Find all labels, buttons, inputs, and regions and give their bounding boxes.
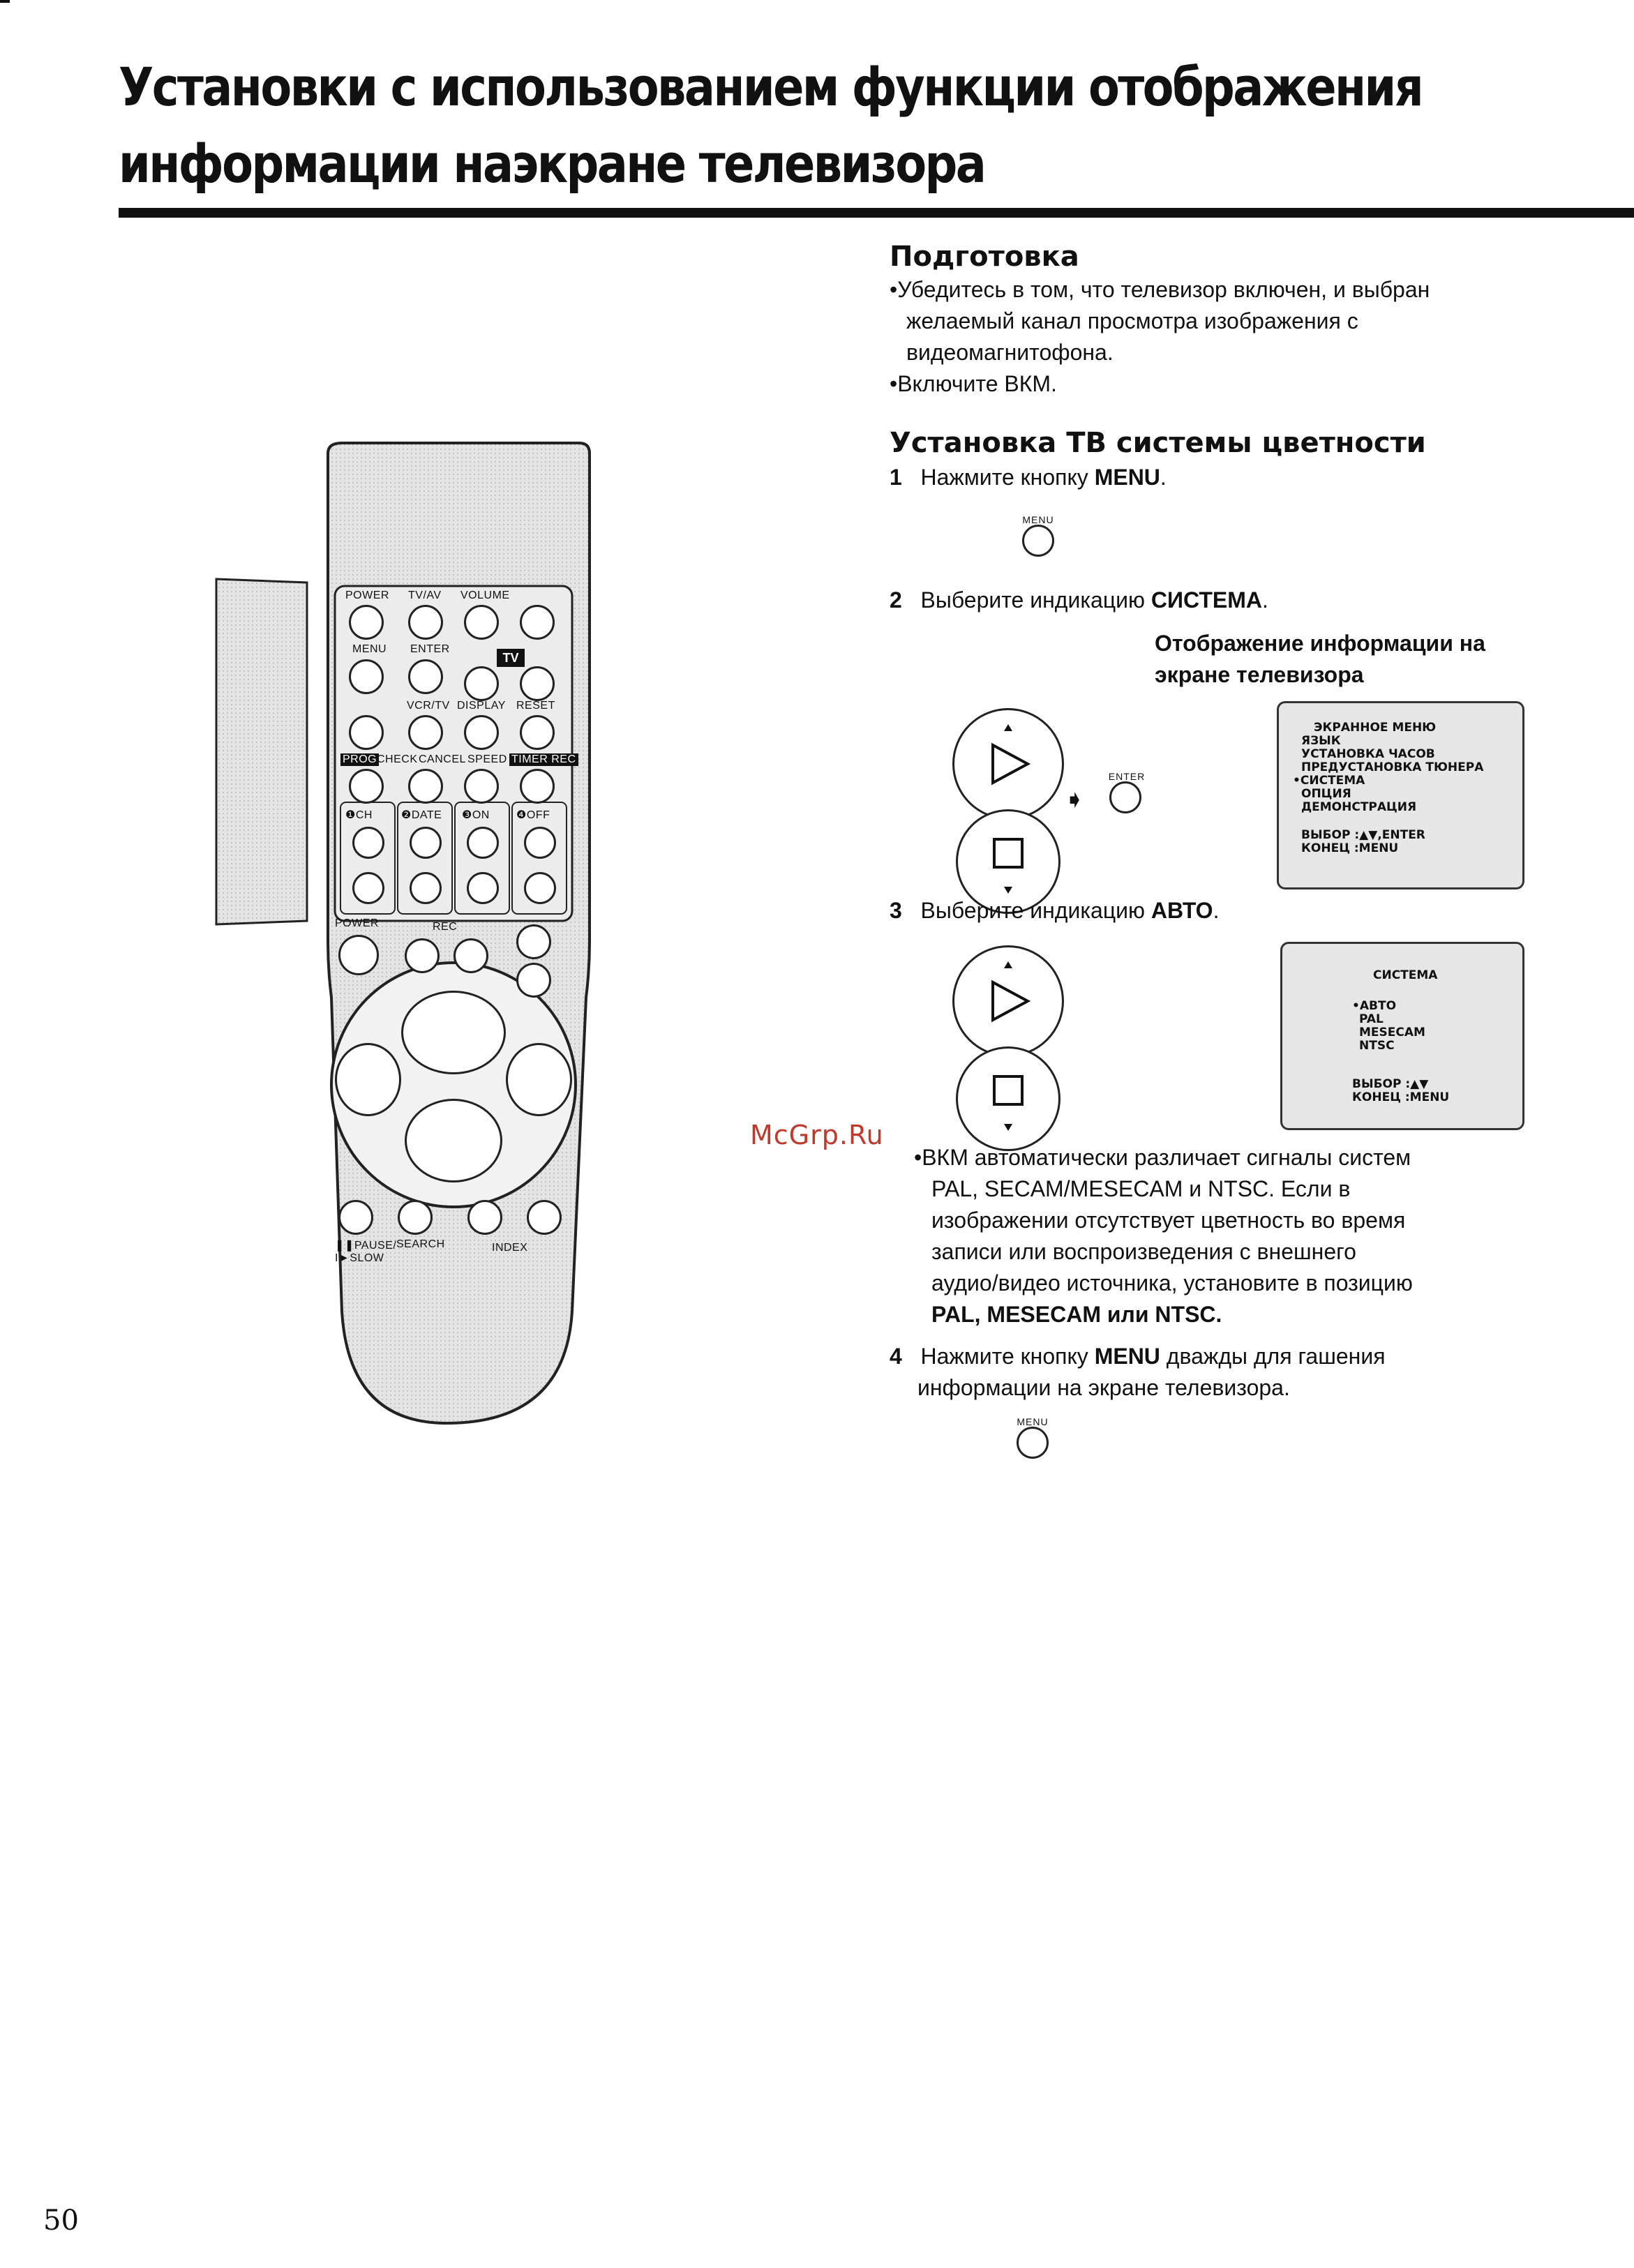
- remote-tvav-label: TV/AV: [408, 589, 442, 601]
- osd2-exit: КОНЕЦ :MENU: [1352, 1090, 1450, 1104]
- remote-off-down-button[interactable]: [524, 872, 556, 904]
- remote-power-label: POWER: [345, 589, 389, 601]
- osd2-line-2: MESECAM: [1359, 1026, 1425, 1039]
- osd-caption-line-1: Отображение информации на: [1155, 631, 1485, 656]
- osd-screen-main-menu: [1277, 701, 1524, 889]
- step-3-end: .: [1213, 898, 1220, 923]
- osd2-select: ВЫБОР :▲▼: [1352, 1077, 1429, 1091]
- remote-ch-up-button[interactable]: [352, 827, 384, 859]
- remote-tv-ch-down-button[interactable]: [520, 666, 555, 701]
- menu-button-caption: MENU: [1022, 514, 1054, 525]
- remote-tvav-button[interactable]: [408, 605, 443, 640]
- remote-index-label: INDEX: [492, 1242, 528, 1254]
- remote-timer-rec-button[interactable]: [520, 769, 555, 804]
- remote-speed-label: SPEED: [467, 753, 507, 765]
- remote-menu-button[interactable]: [349, 659, 384, 694]
- remote-search-button[interactable]: [398, 1200, 433, 1235]
- remote-slow-label: I►SLOW: [335, 1252, 384, 1264]
- remote-volume-label: VOLUME: [460, 589, 510, 601]
- remote-vcrtv-button[interactable]: [408, 715, 443, 750]
- remote-reset-button[interactable]: [520, 715, 555, 750]
- note-line-1: •ВКМ автоматически различает сигналы систем: [914, 1145, 1411, 1170]
- remote-display-button[interactable]: [464, 715, 499, 750]
- osd1-line-1: ЯЗЫК: [1301, 734, 1341, 748]
- step-4-rest: дважды для гашения: [1160, 1344, 1386, 1369]
- step-3-text: Выберите индикацию: [920, 898, 1151, 923]
- step-1-end: .: [1160, 465, 1167, 490]
- remote-rec-button[interactable]: [405, 938, 440, 973]
- enter-button-caption: ENTER: [1108, 771, 1146, 782]
- step-4-number: 4: [890, 1344, 902, 1369]
- step-2: [890, 585, 1268, 616]
- remote-power-button[interactable]: [338, 935, 379, 975]
- remote-speed-button[interactable]: [464, 769, 499, 804]
- remote-stop-button[interactable]: [405, 1099, 502, 1182]
- remote-ffwd-button[interactable]: [506, 1043, 572, 1116]
- remote-cancel-label: CANCEL: [419, 753, 466, 765]
- remote-ch-label: ❶CH: [345, 809, 373, 821]
- page-number: 50: [43, 2205, 79, 2237]
- step-3-note: [914, 1142, 1413, 1330]
- preparation-bullet-1-line-2: желаемый канал просмотра изображения с: [906, 308, 1358, 333]
- osd-caption: [1155, 628, 1485, 691]
- osd1-line-5: ОПЦИЯ: [1301, 787, 1351, 801]
- step-1: [890, 462, 1167, 493]
- title-line-1: Установки с использованием функции отображения: [119, 56, 1423, 118]
- step-4-line-2: информации на экране телевизора.: [917, 1375, 1290, 1400]
- watermark: McGrp.Ru: [750, 1120, 884, 1150]
- remote-enter-button[interactable]: [408, 659, 443, 694]
- remote-rec-label: REC: [433, 921, 458, 933]
- down-stop-button-icon-2: [956, 1046, 1060, 1151]
- remote-date-label: ❷DATE: [401, 809, 442, 821]
- remote-ch-down2-button[interactable]: [516, 963, 551, 998]
- remote-date-up-button[interactable]: [410, 827, 442, 859]
- remote-tv-ch-up-button[interactable]: [520, 605, 555, 640]
- osd2-line-3: NTSC: [1359, 1039, 1395, 1053]
- remote-tv-badge: TV: [497, 649, 525, 667]
- note-line-5: аудио/видео источника, установите в позицию: [931, 1270, 1413, 1296]
- remote-prog-label: PROG: [340, 753, 379, 766]
- step-2-key: СИСТЕМА: [1150, 587, 1262, 613]
- remote-tv-power-button[interactable]: [349, 605, 384, 640]
- play-triangle-icon-2: [954, 947, 1062, 1055]
- remote-off-label: ❹OFF: [516, 809, 550, 821]
- step-4-key: MENU: [1094, 1344, 1160, 1369]
- play-triangle-icon: [954, 710, 1062, 818]
- menu-button-caption-2: MENU: [1017, 1416, 1049, 1427]
- stop-square-icon-2: [958, 1049, 1058, 1149]
- osd2-title: СИСТЕМА: [1373, 968, 1438, 982]
- osd1-line-4: •СИСТЕМА: [1293, 774, 1365, 788]
- preparation-bullet-1-line-1: •Убедитесь в том, что телевизор включен, и выбран: [890, 277, 1430, 302]
- remote-volume-up-button[interactable]: [464, 605, 499, 640]
- remote-pause-button[interactable]: [338, 1200, 373, 1235]
- osd1-line-2: УСТАНОВКА ЧАСОВ: [1301, 747, 1435, 761]
- step-2-text: Выберите индикацию: [920, 587, 1151, 613]
- remote-reset-label: RESET: [516, 700, 555, 712]
- remote-on-down-button[interactable]: [467, 872, 499, 904]
- remote-check-label: CHECK: [377, 753, 418, 765]
- remote-cancel-button[interactable]: [408, 769, 443, 804]
- remote-index-prev-button[interactable]: [467, 1200, 502, 1235]
- remote-on-label: ❸ON: [462, 809, 490, 821]
- remote-rewind-button[interactable]: [335, 1043, 401, 1116]
- step-2-end: .: [1262, 587, 1268, 613]
- remote-timer-rec-label: TIMER REC: [509, 753, 578, 766]
- remote-pause-label: ❚❚PAUSE/: [335, 1240, 397, 1252]
- corner-mark: [0, 0, 10, 3]
- remote-power2-label: POWER: [335, 917, 379, 929]
- remote-vcrtv-label: VCR/TV: [407, 700, 450, 712]
- remote-display-label: DISPLAY: [457, 700, 506, 712]
- remote-volume-down-button[interactable]: [464, 666, 499, 701]
- step-1-number: 1: [890, 465, 902, 490]
- remote-index-next-button[interactable]: [527, 1200, 562, 1235]
- osd1-exit: КОНЕЦ :MENU: [1301, 841, 1399, 855]
- page-title: [119, 49, 1422, 202]
- step-3-key: АВТО: [1150, 898, 1213, 923]
- remote-body-icon: [209, 440, 628, 1430]
- osd2-line-0: •АВТО: [1352, 999, 1397, 1013]
- osd1-select: ВЫБОР :▲▼,ENTER: [1301, 828, 1425, 842]
- step-2-number: 2: [890, 587, 902, 613]
- remote-ch-up2-button[interactable]: [516, 924, 551, 959]
- note-line-4: записи или воспроизведения с внешнего: [931, 1239, 1356, 1264]
- remote-off-up-button[interactable]: [524, 827, 556, 859]
- remote-check-button[interactable]: [349, 769, 384, 804]
- note-line-2: PAL, SECAM/MESECAM и NTSC. Если в: [931, 1176, 1351, 1201]
- step-3-number: 3: [890, 898, 902, 923]
- up-play-button-icon: [952, 708, 1064, 820]
- remote-enter-label: ENTER: [410, 643, 450, 655]
- remote-date-down-button[interactable]: [410, 872, 442, 904]
- step-4-text: Нажмите кнопку: [920, 1344, 1095, 1369]
- remote-rec-aux-button[interactable]: [454, 938, 488, 973]
- menu-button-icon-2: [1017, 1427, 1049, 1459]
- remote-ch-down-button[interactable]: [352, 872, 384, 904]
- note-line-6: PAL, MESECAM или NTSC.: [931, 1302, 1222, 1327]
- step-4: [890, 1341, 1386, 1404]
- preparation-bullet-1-line-3: видеомагнитофона.: [906, 340, 1114, 365]
- osd1-line-6: ДЕМОНСТРАЦИЯ: [1301, 800, 1417, 814]
- note-line-3: изображении отсутствует цветность во время: [931, 1208, 1406, 1233]
- section-heading: Установка ТВ системы цветности: [890, 427, 1426, 459]
- up-play-button-icon-2: [952, 945, 1064, 1057]
- enter-button-icon: [1109, 781, 1141, 813]
- remote-menu-label: MENU: [352, 643, 387, 655]
- osd1-line-0: ЭКРАННОЕ МЕНЮ: [1314, 721, 1437, 735]
- preparation-heading: Подготовка: [890, 241, 1079, 273]
- remote-prog-button[interactable]: [349, 715, 384, 750]
- osd2-line-1: PAL: [1359, 1012, 1384, 1026]
- step-1-key: MENU: [1094, 465, 1160, 490]
- preparation-bullets: [890, 274, 1430, 400]
- osd1-line-3: ПРЕДУСТАНОВКА ТЮНЕРА: [1301, 760, 1484, 774]
- menu-button-icon: [1022, 525, 1054, 557]
- step-3: [890, 895, 1219, 926]
- remote-control-illustration: [209, 440, 628, 1430]
- title-line-2: информации наэкране телевизора: [119, 133, 985, 195]
- arrow-right-icon: ➧: [1064, 785, 1086, 813]
- remote-play-button[interactable]: [401, 991, 506, 1074]
- osd-caption-line-2: экране телевизора: [1155, 662, 1364, 687]
- remote-on-up-button[interactable]: [467, 827, 499, 859]
- preparation-bullet-2: •Включите ВКМ.: [890, 371, 1057, 396]
- osd-screen-system-menu: [1280, 942, 1524, 1130]
- title-rule: [119, 208, 1634, 218]
- step-1-text: Нажмите кнопку: [920, 465, 1095, 490]
- remote-search-label: SEARCH: [396, 1238, 445, 1250]
